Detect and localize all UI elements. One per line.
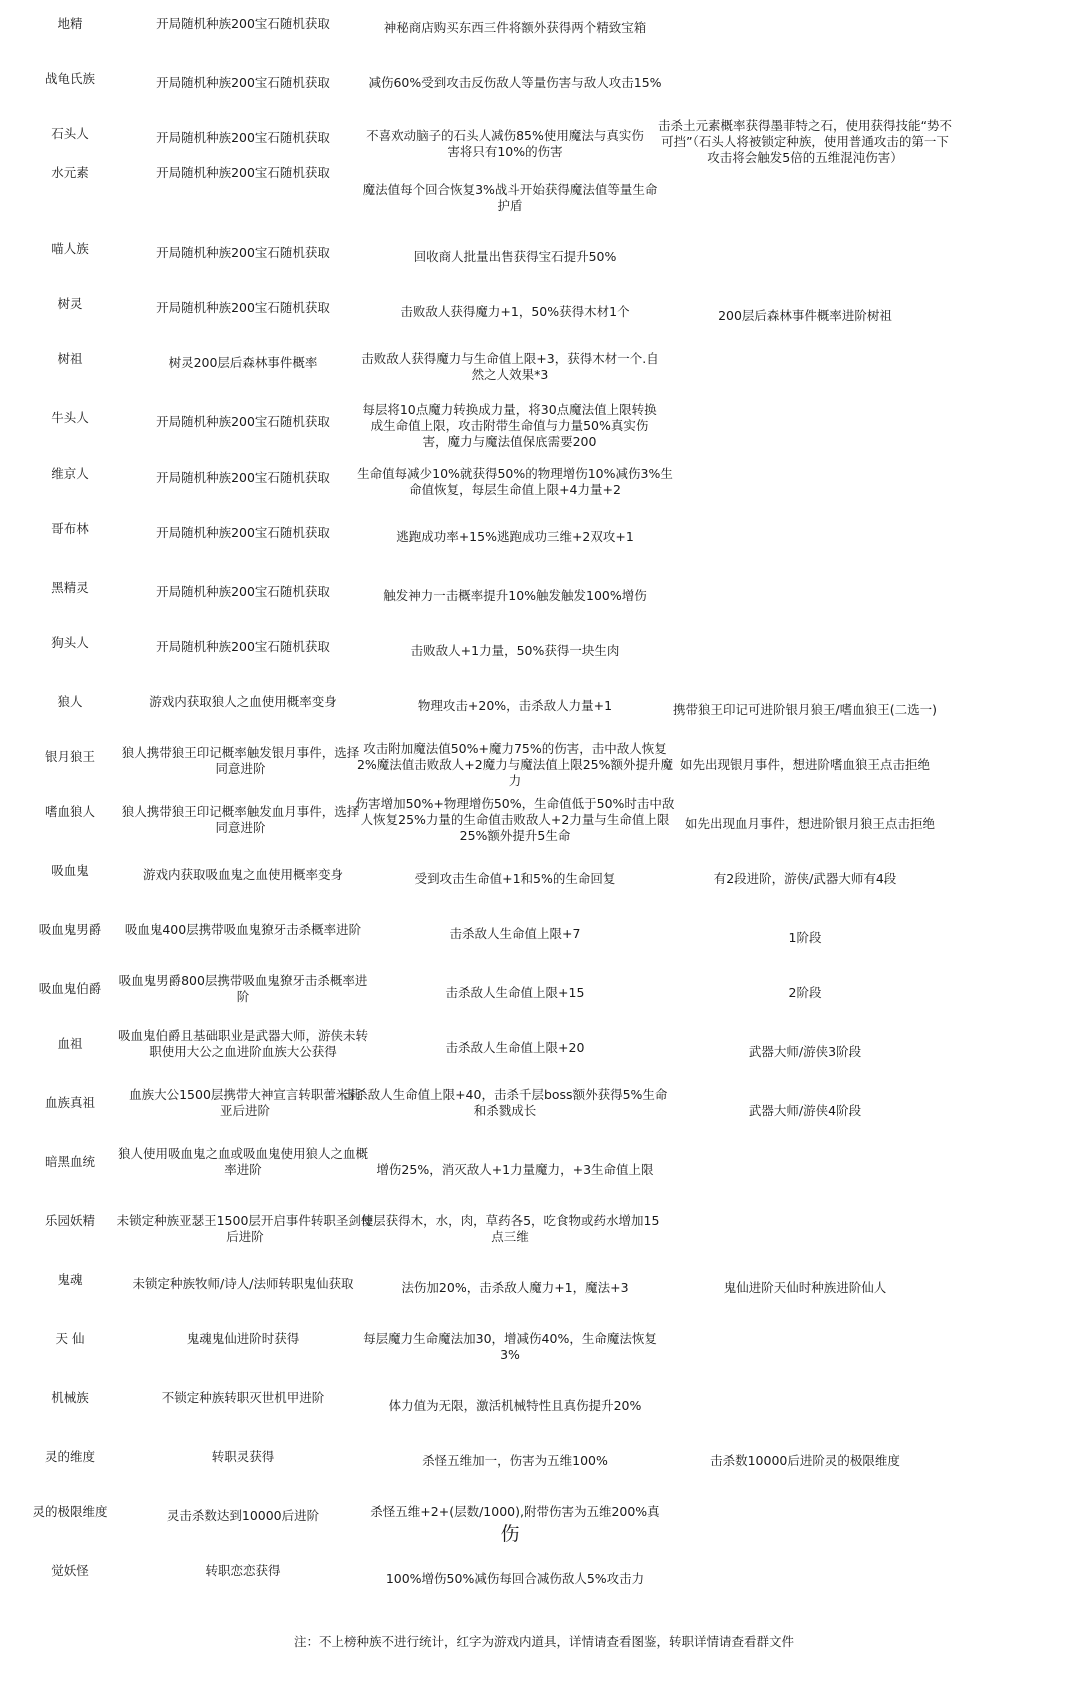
acquire-method: 树灵200层后森林事件概率 xyxy=(168,355,318,370)
race-effect: 攻击附加魔法值50%+魔力75%的伤害，击中敌人恢复2%魔法值击败敌人+2魔力与魔法值上限25%额外提升魔力 xyxy=(356,741,674,788)
race-note: 200层后森林事件概率进阶树祖 xyxy=(718,308,892,323)
race-effect: 击败敌人获得魔力+1，50%获得木材1个 xyxy=(400,304,630,319)
acquire-method: 鬼魂鬼仙进阶时获得 xyxy=(186,1331,300,1346)
acquire-method: 游戏内获取狼人之血使用概率变身 xyxy=(149,694,337,709)
race-effect: 逃跑成功率+15%逃跑成功三维+2双攻+1 xyxy=(396,529,634,544)
race-name: 树灵 xyxy=(57,296,83,311)
race-effect: 魔法值每个回合恢复3%战斗开始获得魔法值等量生命护盾 xyxy=(362,182,658,213)
race-name: 黑精灵 xyxy=(51,580,89,595)
acquire-method: 灵击杀数达到10000后进阶 xyxy=(166,1508,320,1523)
acquire-method: 吸血鬼400层携带吸血鬼獠牙击杀概率进阶 xyxy=(124,922,362,937)
race-note: 如先出现血月事件，想进阶银月狼王点击拒绝 xyxy=(684,816,935,831)
acquire-method: 开局随机种族200宝石随机获取 xyxy=(156,525,330,540)
acquire-method: 吸血鬼男爵800层携带吸血鬼獠牙击杀概率进阶 xyxy=(118,973,368,1004)
footer-note: 注：不上榜种族不进行统计，红字为游戏内道具，详情请查看图鉴，转职详情请查看群文件 xyxy=(293,1634,794,1649)
race-name: 树祖 xyxy=(57,351,83,366)
race-name: 维京人 xyxy=(51,466,89,481)
race-effect: 受到攻击生命值+1和5%的生命回复 xyxy=(414,871,616,886)
acquire-method: 血族大公1500层携带大神宣言转职蕾米莉亚后进阶 xyxy=(129,1087,361,1118)
race-effect: 伤害增加50%+物理增伤50%，生命值低于50%时击中敌人恢复25%力量的生命值击败敌人+2力量与生命值上限25%额外提升5生命 xyxy=(355,796,675,843)
acquire-method: 开局随机种族200宝石随机获取 xyxy=(156,75,330,90)
acquire-method: 开局随机种族200宝石随机获取 xyxy=(156,470,330,485)
race-name: 地精 xyxy=(57,16,83,31)
race-name: 嗜血狼人 xyxy=(44,804,95,819)
acquire-method: 开局随机种族200宝石随机获取 xyxy=(156,165,330,180)
race-name: 吸血鬼 xyxy=(51,863,89,878)
race-effect: 减伤60%受到攻击反伤敌人等量伤害与敌人攻击15% xyxy=(368,75,662,90)
acquire-method: 转职恋恋获得 xyxy=(205,1563,281,1578)
acquire-method: 狼人使用吸血鬼之血或吸血鬼使用狼人之血概率进阶 xyxy=(118,1146,369,1177)
race-effect: 杀怪五维+2+(层数/1000),附带伤害为五维200%真 xyxy=(370,1504,660,1519)
acquire-method: 不锁定种族转职灭世机甲进阶 xyxy=(161,1390,325,1405)
race-effect: 回收商人批量出售获得宝石提升50% xyxy=(413,249,617,264)
race-effect-tail: 伤 xyxy=(500,1523,520,1545)
race-effect: 增伤25%，消灭敌人+1力量魔力，+3生命值上限 xyxy=(376,1162,654,1177)
race-effect: 100%增伤50%减伤每回合减伤敌人5%攻击力 xyxy=(385,1571,645,1586)
race-effect: 每层将10点魔力转换成力量，将30点魔法值上限转换成生命值上限，攻击附带生命值与力量50%真实伤害，魔力与魔法值保底需要200 xyxy=(362,402,657,449)
acquire-method: 未锁定种族亚瑟王1500层开启事件转职圣剑使后进阶 xyxy=(116,1213,374,1244)
race-note: 武器大师/游侠3阶段 xyxy=(748,1044,862,1059)
acquire-method: 吸血鬼伯爵且基础职业是武器大师，游侠未转职使用大公之血进阶血族大公获得 xyxy=(118,1028,369,1059)
race-name: 牛头人 xyxy=(51,410,89,425)
race-name: 鬼魂 xyxy=(57,1272,83,1287)
race-effect: 击败敌人获得魔力与生命值上限+3，获得木材一个.自然之人效果*3 xyxy=(361,351,659,382)
race-effect: 击杀敌人生命值上限+40，击杀千层boss额外获得5%生命和杀戮成长 xyxy=(342,1087,668,1118)
race-effect: 神秘商店购买东西三件将额外获得两个精致宝箱 xyxy=(383,20,647,35)
race-note: 鬼仙进阶天仙时种族进阶仙人 xyxy=(723,1280,887,1295)
race-name: 战龟氏族 xyxy=(44,71,95,86)
race-name: 狗头人 xyxy=(51,635,89,650)
acquire-method: 开局随机种族200宝石随机获取 xyxy=(156,16,330,31)
race-name: 石头人 xyxy=(51,126,89,141)
race-effect: 击败敌人+1力量，50%获得一块生肉 xyxy=(410,643,620,658)
race-name: 喵人族 xyxy=(51,241,89,256)
race-name: 吸血鬼伯爵 xyxy=(38,981,102,996)
race-name: 血族真祖 xyxy=(44,1095,95,1110)
race-effect: 击杀敌人生命值上限+7 xyxy=(449,926,581,941)
race-name: 灵的维度 xyxy=(44,1449,95,1464)
race-note: 武器大师/游侠4阶段 xyxy=(748,1103,862,1118)
race-name: 吸血鬼男爵 xyxy=(38,922,102,937)
race-note: 有2段进阶，游侠/武器大师有4段 xyxy=(713,871,897,886)
race-effect: 触发神力一击概率提升10%触发触发100%增伤 xyxy=(383,588,647,603)
race-name: 乐园妖精 xyxy=(44,1213,95,1228)
acquire-method: 未锁定种族牧师/诗人/法师转职鬼仙获取 xyxy=(132,1276,354,1291)
race-effect: 杀怪五维加一，伤害为五维100% xyxy=(422,1453,608,1468)
race-name: 水元素 xyxy=(51,165,89,180)
race-effect: 体力值为无限，激活机械特性且真伤提升20% xyxy=(388,1398,642,1413)
race-effect: 每层魔力生命魔法加30，增减伤40%，生命魔法恢复3% xyxy=(363,1331,657,1362)
race-name: 天 仙 xyxy=(55,1331,85,1346)
race-note: 1阶段 xyxy=(788,930,822,945)
race-effect: 法伤加20%，击杀敌人魔力+1，魔法+3 xyxy=(401,1280,629,1295)
race-note: 2阶段 xyxy=(788,985,822,1000)
race-effect: 不喜欢动脑子的石头人减伤85%使用魔法与真实伤害将只有10%的伤害 xyxy=(366,128,644,159)
acquire-method: 狼人携带狼王印记概率触发银月事件，选择同意进阶 xyxy=(121,745,360,776)
race-effect: 生命值每减少10%就获得50%的物理增伤10%减伤3%生命值恢复，每层生命值上限+4力量+2 xyxy=(357,466,673,497)
race-effect: 击杀敌人生命值上限+15 xyxy=(445,985,585,1000)
acquire-method: 开局随机种族200宝石随机获取 xyxy=(156,130,330,145)
acquire-method: 开局随机种族200宝石随机获取 xyxy=(156,245,330,260)
race-name: 狼人 xyxy=(57,694,83,709)
acquire-method: 转职灵获得 xyxy=(211,1449,275,1464)
acquire-method: 开局随机种族200宝石随机获取 xyxy=(156,584,330,599)
acquire-method: 游戏内获取吸血鬼之血使用概率变身 xyxy=(142,867,343,882)
race-effect: 物理攻击+20%，击杀敌人力量+1 xyxy=(417,698,613,713)
race-name: 机械族 xyxy=(51,1390,89,1405)
acquire-method: 开局随机种族200宝石随机获取 xyxy=(156,639,330,654)
race-note: 携带狼王印记可进阶银月狼王/嗜血狼王(二选一) xyxy=(673,702,937,717)
race-note: 如先出现银月事件，想进阶嗜血狼王点击拒绝 xyxy=(679,757,930,772)
race-note: 击杀数10000后进阶灵的极限维度 xyxy=(710,1453,900,1468)
acquire-method: 开局随机种族200宝石随机获取 xyxy=(156,414,330,429)
race-name: 觉妖怪 xyxy=(51,1563,89,1578)
race-name: 暗黑血统 xyxy=(44,1154,95,1169)
race-name: 血祖 xyxy=(57,1036,83,1051)
acquire-method: 开局随机种族200宝石随机获取 xyxy=(156,300,330,315)
race-name: 哥布林 xyxy=(51,521,89,536)
acquire-method: 狼人携带狼王印记概率触发血月事件，选择同意进阶 xyxy=(121,804,360,835)
race-effect: 击杀敌人生命值上限+20 xyxy=(445,1040,585,1055)
race-effect: 每层获得木，水，肉，草药各5，吃食物或药水增加15点三维 xyxy=(360,1213,660,1244)
race-name: 银月狼王 xyxy=(44,749,95,764)
race-note: 击杀土元素概率获得墨菲特之石，使用获得技能“势不可挡”（石头人将被锁定种族，使用普通攻击的第一下攻击将会触发5倍的五维混沌伤害） xyxy=(658,118,952,165)
race-name: 灵的极限维度 xyxy=(32,1504,108,1519)
